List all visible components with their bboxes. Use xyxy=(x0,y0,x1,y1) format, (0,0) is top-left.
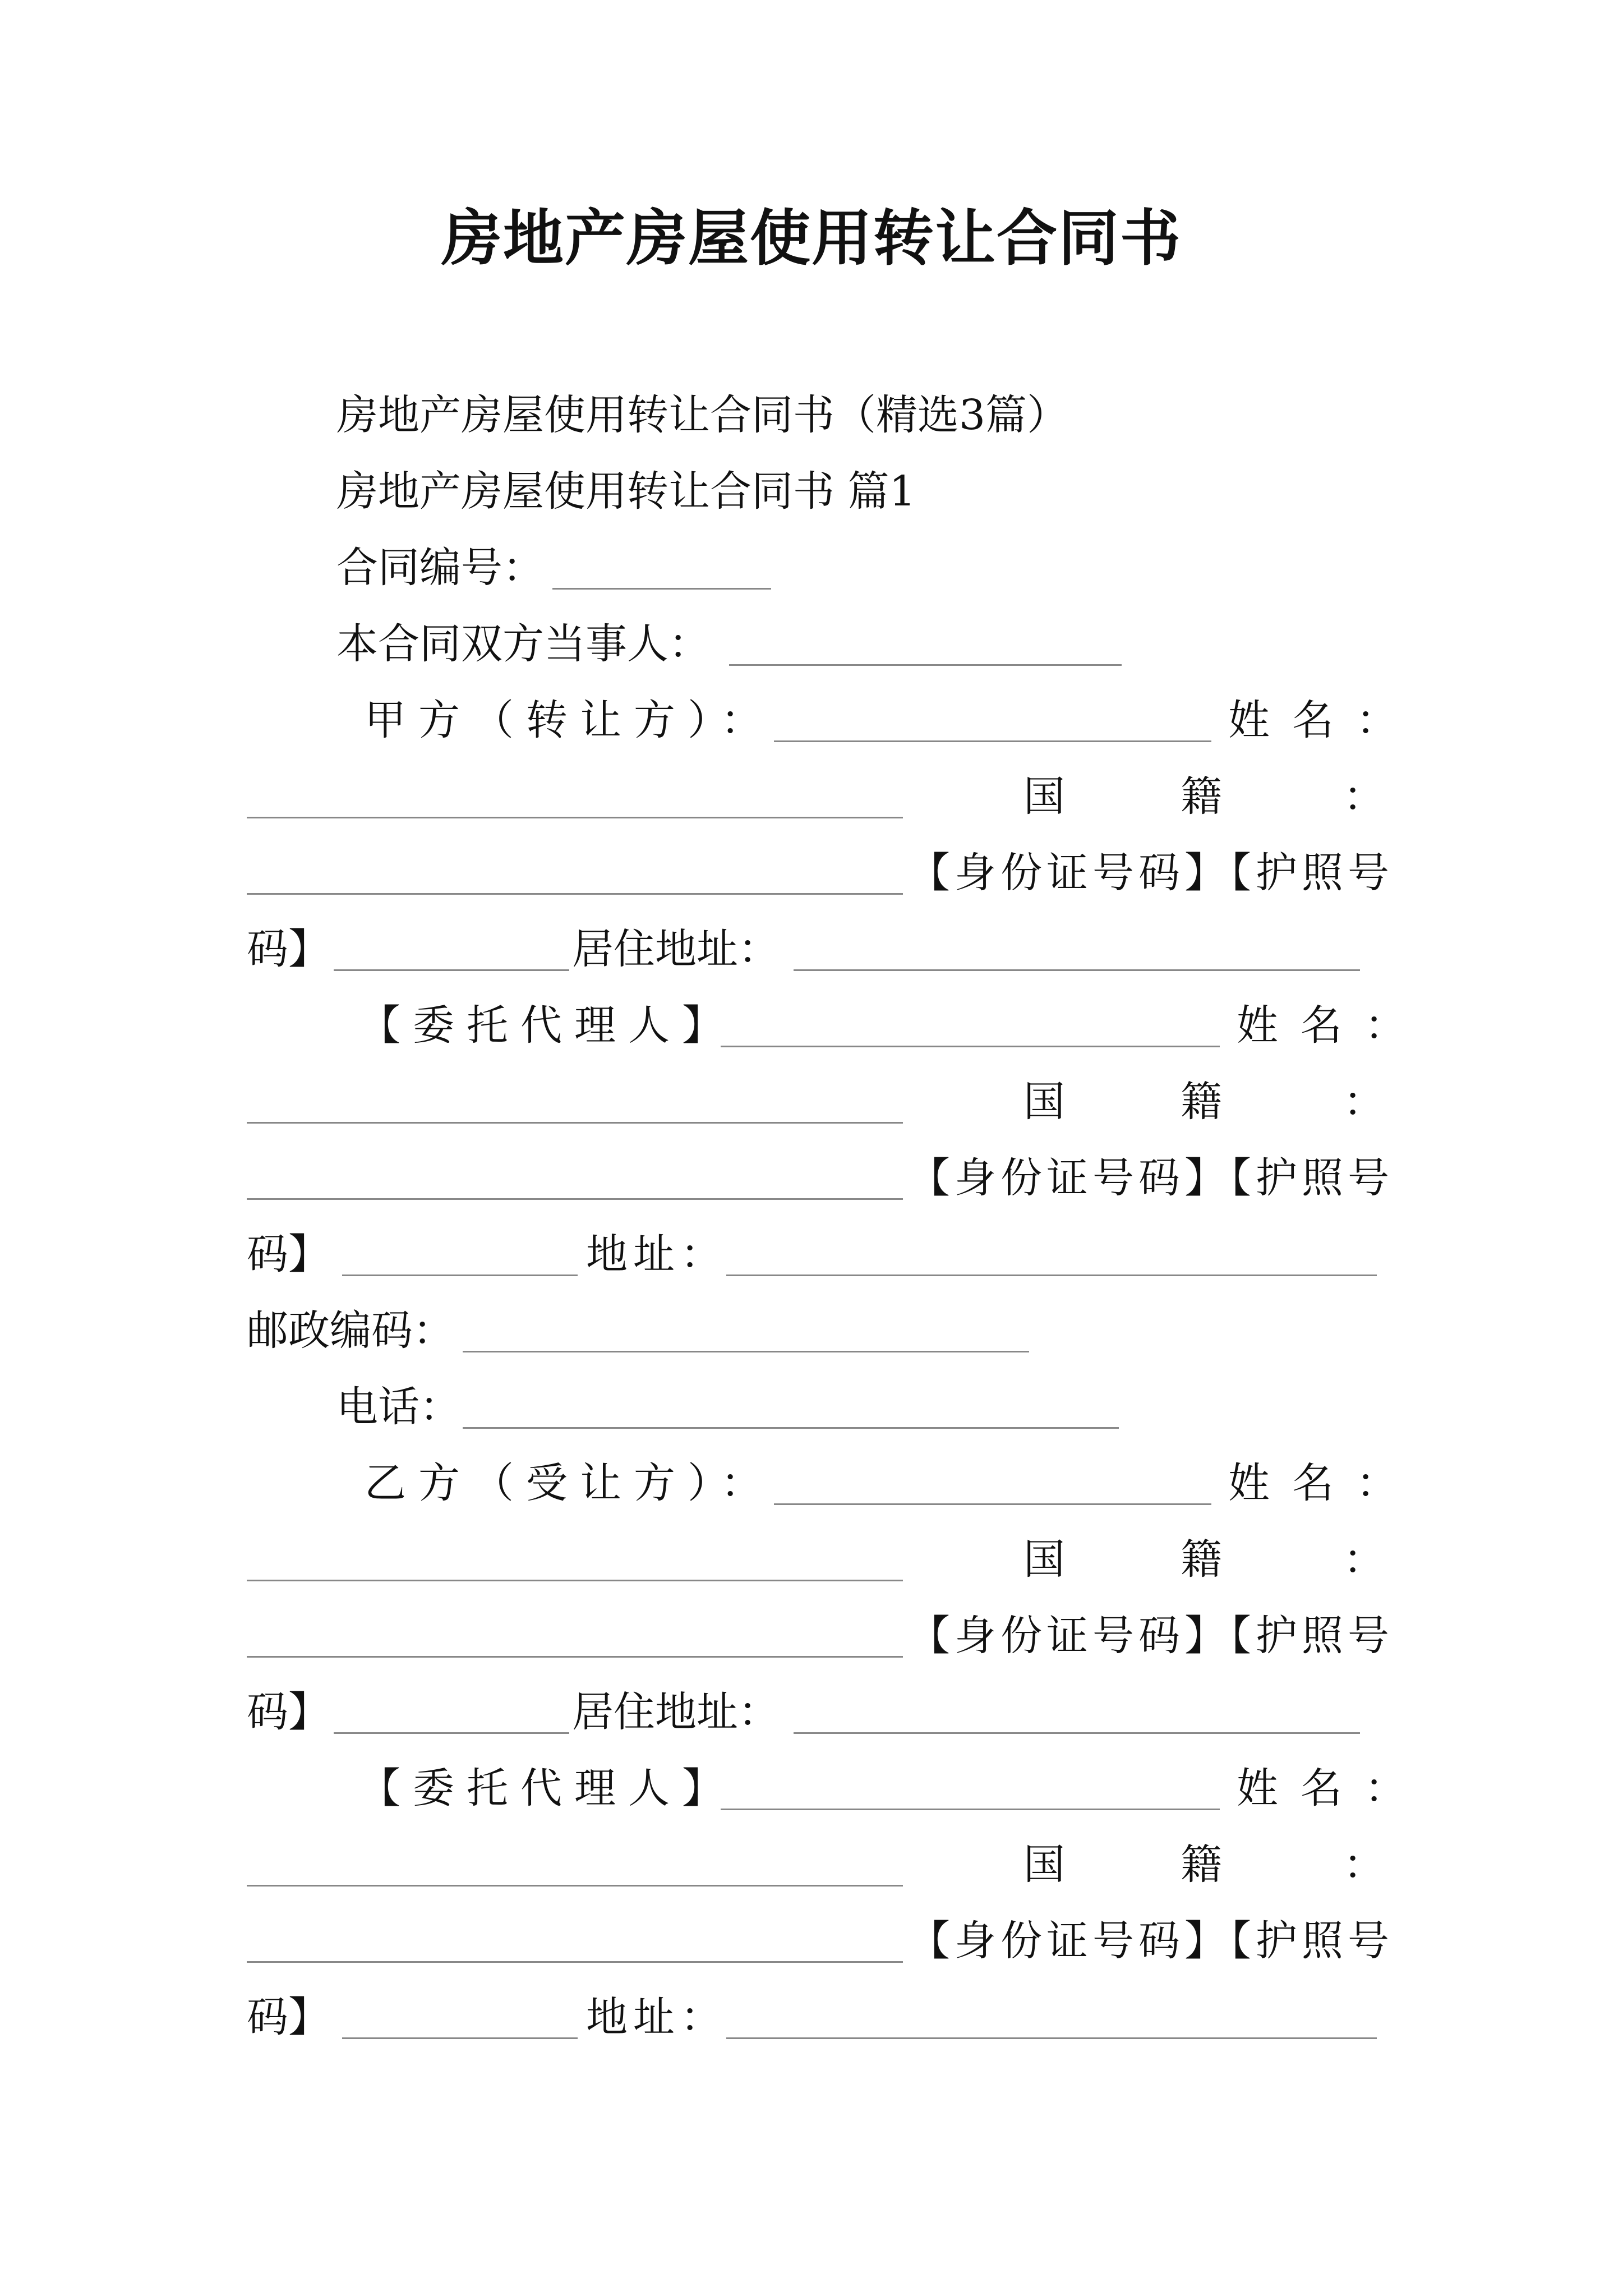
party-a-name-label: 姓名： xyxy=(1228,696,1420,744)
nationality-colon: ： xyxy=(1343,1535,1385,1584)
party-b-id-label-end: 码】 xyxy=(247,1688,330,1736)
party-a-phone-label: 电话： xyxy=(336,1383,461,1431)
nationality-label-guo: 国 xyxy=(1023,1841,1065,1889)
party-a-agent-address-field[interactable] xyxy=(726,1274,1377,1276)
contract-no-field[interactable] xyxy=(552,588,771,590)
party-b-nationality-line xyxy=(247,1526,1385,1593)
party-a-agent-label: 【委托代理人】 xyxy=(359,1001,736,1050)
party-b-field[interactable] xyxy=(774,1503,1211,1505)
party-b-agent-id-label: 【身份证号码】【护照号 xyxy=(909,1917,1394,1965)
party-b-residence-line xyxy=(247,1678,1391,1746)
party-a-residence-label: 居住地址： xyxy=(572,925,780,973)
party-a-id-label: 【身份证号码】【护照号 xyxy=(909,849,1394,897)
party-b-agent-name-label: 姓名： xyxy=(1237,1764,1428,1812)
party-a-postcode-label: 邮政编码： xyxy=(247,1306,454,1355)
party-b-agent-address-line xyxy=(247,1984,1391,2051)
party-b-name-label: 姓名： xyxy=(1228,1459,1420,1507)
party-a-nationality-line xyxy=(247,763,1385,830)
party-b-agent-id-line xyxy=(247,1907,1394,1975)
party-a-agent-name-label: 姓名： xyxy=(1237,1001,1428,1050)
nationality-label-ji: 籍 xyxy=(1181,1535,1222,1584)
party-a-agent-address-label: 地址： xyxy=(586,1230,727,1278)
party-a-nationality-field[interactable] xyxy=(247,893,903,895)
parties-field[interactable] xyxy=(729,664,1122,666)
nationality-label-guo: 国 xyxy=(1023,772,1065,821)
contract-no-label: 合同编号： xyxy=(336,544,544,592)
party-b-id-field[interactable] xyxy=(334,1732,569,1734)
party-b-agent-address-field[interactable] xyxy=(726,2037,1377,2039)
party-b-agent-label: 【委托代理人】 xyxy=(359,1764,736,1812)
party-b-agent-address-label: 地址： xyxy=(586,1993,727,2041)
nationality-colon: ： xyxy=(1343,1841,1385,1889)
party-b-agent-id-label-end: 码】 xyxy=(247,1993,330,2041)
party-b-agent-line xyxy=(247,1755,1428,1822)
party-a-agent-id-label: 【身份证号码】【护照号 xyxy=(909,1154,1394,1202)
party-a-agent-id-label-end: 码】 xyxy=(247,1230,330,1278)
party-b-id-label: 【身份证号码】【护照号 xyxy=(909,1612,1394,1660)
party-a-agent-id-field[interactable] xyxy=(342,1274,578,1276)
nationality-label-guo: 国 xyxy=(1023,1078,1065,1126)
party-a-id-field[interactable] xyxy=(334,969,569,971)
party-a-line xyxy=(247,687,1420,754)
party-a-id-label-end: 码】 xyxy=(247,925,330,973)
party-b-agent-nationality-field[interactable] xyxy=(247,1961,903,1963)
party-a-phone-field[interactable] xyxy=(463,1427,1119,1429)
nationality-label-ji: 籍 xyxy=(1181,772,1222,821)
party-b-agent-id-field[interactable] xyxy=(342,2037,578,2039)
party-b-agent-field[interactable] xyxy=(721,1809,1220,1810)
article-heading: 房地产房屋使用转让合同书 篇1 xyxy=(336,467,916,516)
party-a-id-line xyxy=(247,839,1394,907)
party-b-agent-name-field[interactable] xyxy=(247,1885,903,1887)
party-b-label: 乙方（受让方）： xyxy=(365,1459,774,1507)
document-title: 房地产房屋使用转让合同书 xyxy=(441,203,1182,274)
party-a-name-field[interactable] xyxy=(247,817,903,818)
subtitle: 房地产房屋使用转让合同书（精选3篇） xyxy=(336,391,1069,439)
nationality-label-guo: 国 xyxy=(1023,1535,1065,1584)
party-b-residence-field[interactable] xyxy=(794,1732,1360,1734)
nationality-colon: ： xyxy=(1343,1078,1385,1126)
party-a-postcode-line xyxy=(247,1297,1368,1364)
party-b-line xyxy=(247,1450,1420,1517)
nationality-colon: ： xyxy=(1343,772,1385,821)
party-a-agent-nationality-field[interactable] xyxy=(247,1198,903,1200)
party-a-agent-name-field[interactable] xyxy=(247,1122,903,1124)
party-b-id-line xyxy=(247,1602,1394,1669)
party-a-residence-field[interactable] xyxy=(794,969,1360,971)
party-a-residence-line xyxy=(247,915,1391,983)
party-a-agent-field[interactable] xyxy=(721,1046,1220,1047)
party-b-nationality-field[interactable] xyxy=(247,1656,903,1658)
party-a-field[interactable] xyxy=(774,740,1211,742)
party-b-name-field[interactable] xyxy=(247,1580,903,1581)
party-a-agent-id-line xyxy=(247,1144,1394,1212)
nationality-label-ji: 籍 xyxy=(1181,1078,1222,1126)
party-b-residence-label: 居住地址： xyxy=(572,1688,780,1736)
parties-label: 本合同双方当事人： xyxy=(336,620,710,668)
party-b-agent-nationality-line xyxy=(247,1831,1385,1898)
nationality-label-ji: 籍 xyxy=(1181,1841,1222,1889)
party-a-agent-nationality-line xyxy=(247,1068,1385,1135)
party-a-label: 甲方（转让方）： xyxy=(365,696,774,744)
party-a-postcode-field[interactable] xyxy=(463,1351,1029,1352)
party-a-agent-address-line xyxy=(247,1221,1391,1288)
party-a-agent-line xyxy=(247,992,1428,1059)
